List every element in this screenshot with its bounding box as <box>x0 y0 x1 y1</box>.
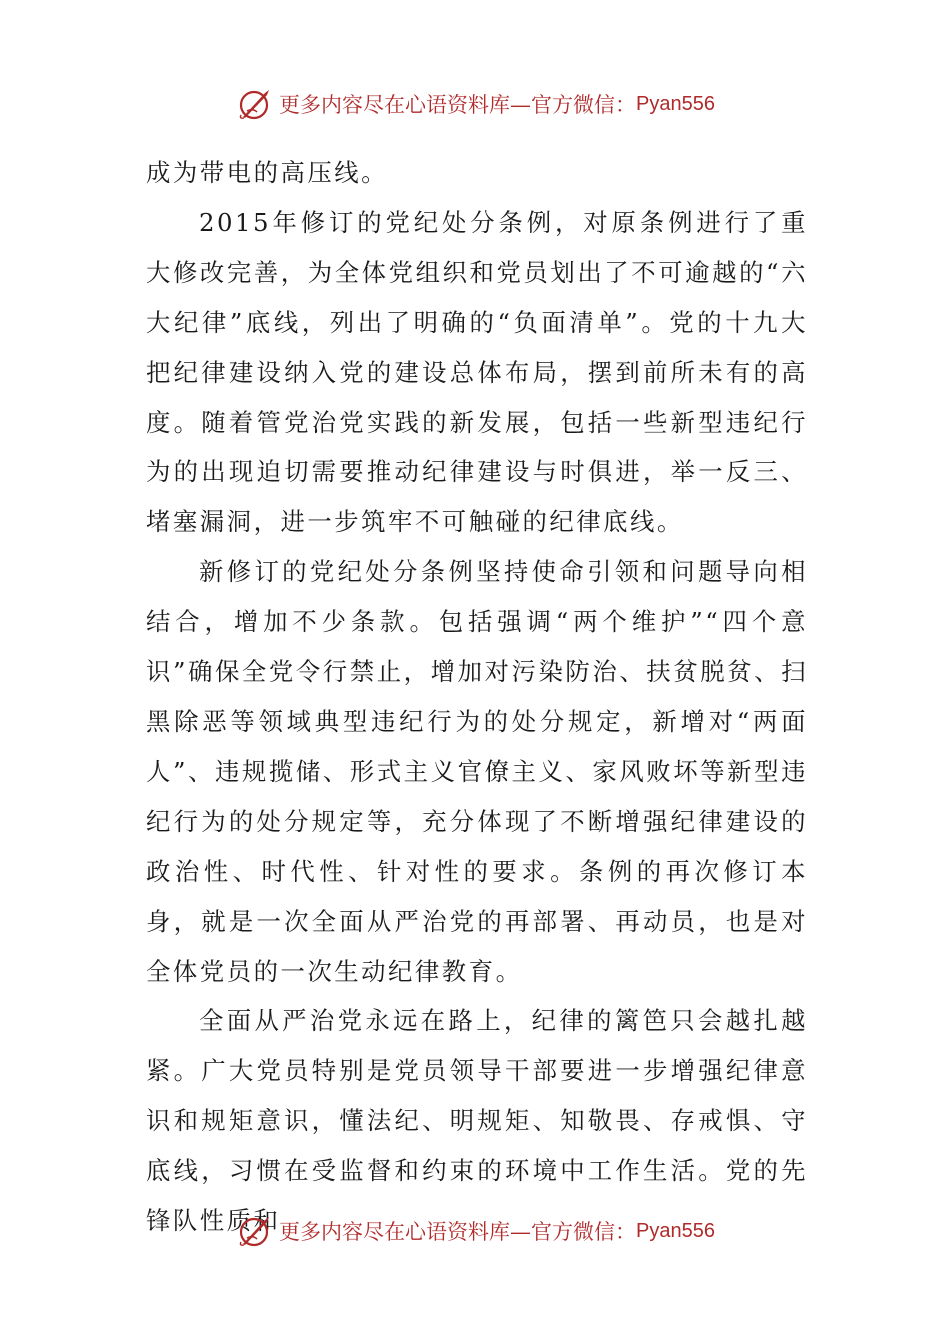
document-body <box>146 148 808 1246</box>
footer-watermark <box>0 1211 950 1251</box>
paragraph: 新修订的党纪处分条例坚持使命引领和问题导向相结合，增加不少条款。包括强调“两个维护”“四个意识”确保全党令行禁止，增加对污染防治、扶贫脱贫、扫黑除恶等领域典型违纪行为的处分规定，新增对“两面人”、违规揽储、形式主义官僚主义、家风败坏等新型违纪行为的处分规定等，充分体现了不断增强纪律建设的政治性、时代性、针对性的要求。条例的再次修订本身，就是一次全面从严治党的再部署、再动员，也是对全体党员的一次生动纪律教育。 <box>146 557 808 986</box>
paragraph: 2015年修订的党纪处分条例，对原条例进行了重大修改完善，为全体党组织和党员划出了不可逾越的“六大纪律”底线，列出了明确的“负面清单”。党的十九大把纪律建设纳入党的建设总体布局，摆到前所未有的高度。随着管党治党实践的新发展，包括一些新型违纪行为的出现迫切需要推动纪律建设与时俱进，举一反三、堵塞漏洞，进一步筑牢不可触碰的纪律底线。 <box>146 207 808 537</box>
watermark-handle: Pyan556 <box>636 92 715 115</box>
pen-circle-logo-icon <box>235 1211 275 1251</box>
paragraph-continuation: 成为带电的高压线。 <box>146 158 389 187</box>
watermark-text: 更多内容尽在心语资料库—官方微信： <box>279 1220 637 1244</box>
watermark-text: 更多内容尽在心语资料库—官方微信： <box>279 93 637 117</box>
paragraph: 全面从严治党永远在路上，纪律的篱笆只会越扎越紧。广大党员特别是党员领导干部要进一步增强纪律意识和规矩意识，懂法纪、明规矩、知敬畏、存戒惧、守底线，习惯在受监督和约束的环境中工作生活。党的先锋队性质和 <box>146 1006 808 1236</box>
header-watermark <box>0 84 950 124</box>
watermark-handle: Pyan556 <box>636 1219 715 1242</box>
pen-circle-logo-icon <box>235 84 275 124</box>
